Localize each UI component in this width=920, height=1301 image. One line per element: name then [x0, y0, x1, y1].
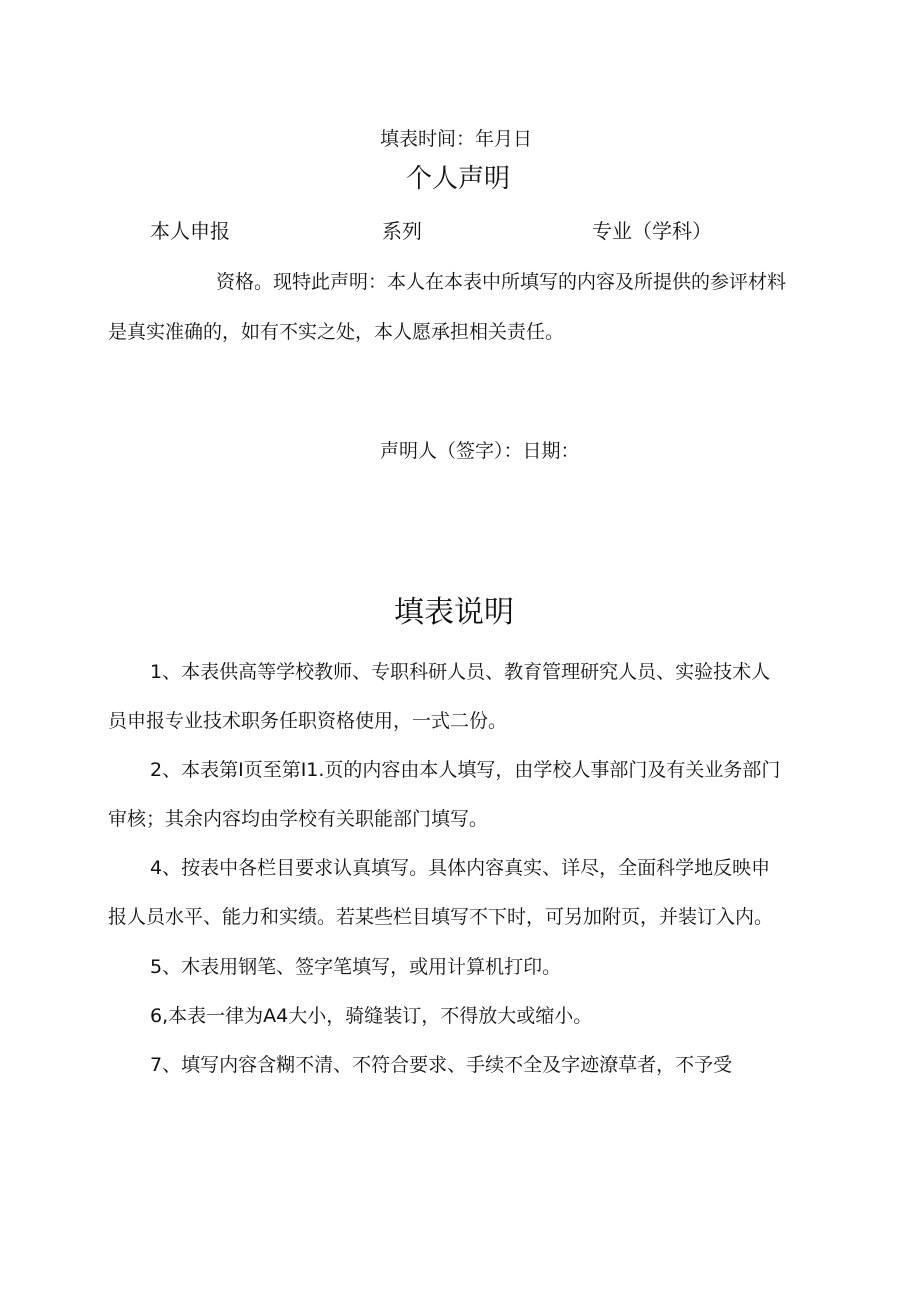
fill-time-line: 填表时间：年月日 [380, 128, 533, 150]
instruction-2-line-1: 2、本表第I页至第I1.页的内容由本人填写，由学校人事部门及有关业务部门 [150, 759, 781, 781]
instruction-7: 7、填写内容含糊不清、不符合要求、手续不全及字迹潦草者，不予受 [150, 1054, 733, 1076]
instruction-4-line-2: 报人员水平、能力和实绩。若某些栏目填写不下时，可另加附页，并装订入内。 [108, 906, 774, 928]
signature-line: 声明人（签字）：日期： [380, 440, 580, 462]
major-label: 专业（学科） [592, 219, 712, 243]
dept-label: 系列 [382, 219, 422, 243]
declaration-title: 个人声明 [406, 164, 511, 194]
instructions-title: 填表说明 [394, 595, 514, 630]
instruction-2-line-2: 审核；其余内容均由学校有关职能部门填写。 [108, 808, 489, 830]
instruction-1-line-1: 1、本表供高等学校教师、专职科研人员、教育管理研究人员、实验技术人 [150, 661, 771, 683]
declaration-line-2: 是真实准确的，如有不实之处，本人愿承担相关责任。 [108, 321, 565, 343]
instruction-1-line-2: 员申报专业技术职务任职资格使用，一式二份。 [108, 710, 508, 732]
instruction-4-line-1: 4、按表中各栏目要求认真填写。具体内容真实、详尽，全面科学地反映申 [150, 857, 771, 879]
apply-label: 本人申报 [150, 219, 230, 243]
declaration-line-1: 资格。现特此声明：本人在本表中所填写的内容及所提供的参评材料 [216, 271, 787, 293]
instruction-5: 5、木表用钢笔、签字笔填写，或用计算机打印。 [150, 956, 562, 978]
instruction-6: 6,本表一律为A4大小，骑缝装订，不得放大或缩小。 [150, 1005, 593, 1027]
